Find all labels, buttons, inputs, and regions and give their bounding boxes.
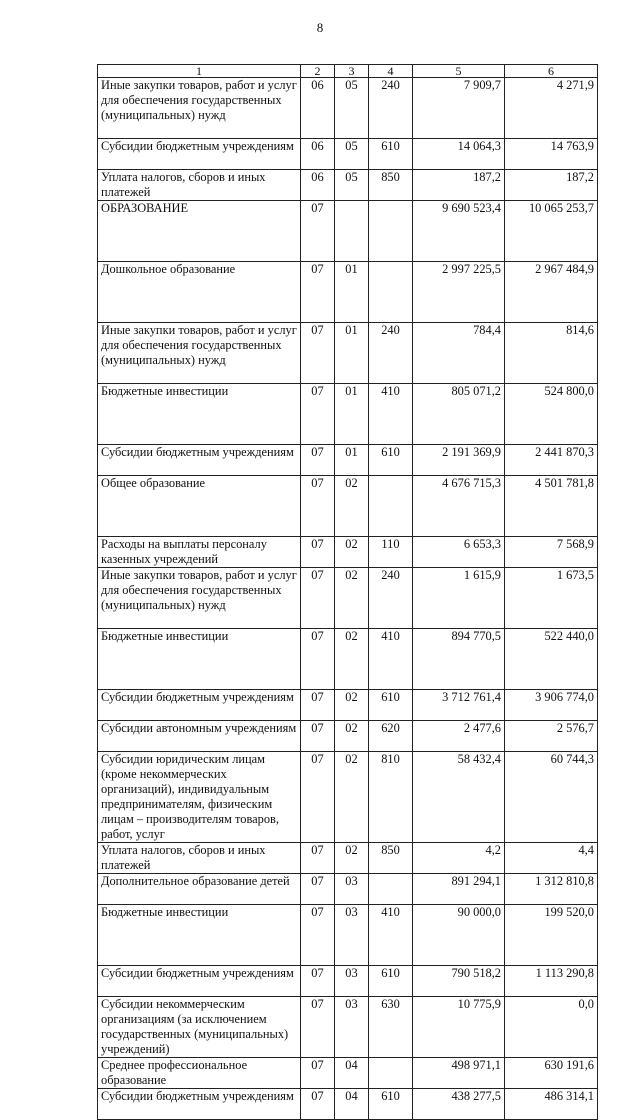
- cell-section: 07: [301, 1089, 335, 1120]
- cell-name: Субсидии бюджетным учреждениям: [98, 1089, 301, 1120]
- cell-section: 07: [301, 629, 335, 690]
- cell-amount-year-2: 14 763,9: [505, 139, 598, 170]
- cell-expense-type: 610: [369, 139, 413, 170]
- header-col-4: 4: [369, 65, 413, 78]
- table-row: [98, 690, 598, 721]
- cell-amount-year-2: 486 314,1: [505, 1089, 598, 1120]
- cell-expense-type: 850: [369, 170, 413, 201]
- cell-name: Субсидии юридическим лицам (кроме некоммерческих организаций), индивидуальным предпринимателям, физическим лицам – производителям товаров, работ, услуг: [98, 752, 301, 843]
- cell-expense-type: 240: [369, 78, 413, 139]
- cell-amount-year-2: 7 568,9: [505, 537, 598, 568]
- cell-amount-year-2: 2 441 870,3: [505, 445, 598, 476]
- cell-section: 07: [301, 966, 335, 997]
- table-row: [98, 139, 598, 170]
- cell-expense-type: 410: [369, 629, 413, 690]
- header-col-3: 3: [335, 65, 369, 78]
- cell-section: 07: [301, 752, 335, 843]
- table-row: [98, 997, 598, 1058]
- cell-subsection: 03: [335, 966, 369, 997]
- cell-expense-type: 630: [369, 997, 413, 1058]
- cell-amount-year-1: 90 000,0: [413, 905, 505, 966]
- cell-amount-year-1: 10 775,9: [413, 997, 505, 1058]
- cell-name: Бюджетные инвестиции: [98, 384, 301, 445]
- table-row: [98, 752, 598, 843]
- header-col-1: 1: [98, 65, 301, 78]
- cell-name: Иные закупки товаров, работ и услуг для обеспечения государственных (муниципальных) нужд: [98, 78, 301, 139]
- table-row: [98, 843, 598, 874]
- cell-subsection: 01: [335, 323, 369, 384]
- cell-name: Расходы на выплаты персоналу казенных учреждений: [98, 537, 301, 568]
- cell-amount-year-2: 524 800,0: [505, 384, 598, 445]
- cell-amount-year-2: 1 673,5: [505, 568, 598, 629]
- cell-amount-year-1: 2 191 369,9: [413, 445, 505, 476]
- cell-amount-year-1: 4,2: [413, 843, 505, 874]
- cell-expense-type: [369, 1058, 413, 1089]
- cell-amount-year-2: 0,0: [505, 997, 598, 1058]
- cell-expense-type: 240: [369, 323, 413, 384]
- cell-amount-year-2: 2 576,7: [505, 721, 598, 752]
- cell-amount-year-2: 187,2: [505, 170, 598, 201]
- header-col-2: 2: [301, 65, 335, 78]
- cell-section: 07: [301, 568, 335, 629]
- header-col-5: 5: [413, 65, 505, 78]
- cell-amount-year-2: 4,4: [505, 843, 598, 874]
- cell-subsection: 02: [335, 629, 369, 690]
- cell-section: 07: [301, 445, 335, 476]
- cell-name: Общее образование: [98, 476, 301, 537]
- cell-amount-year-2: 2 967 484,9: [505, 262, 598, 323]
- cell-section: 07: [301, 874, 335, 905]
- cell-subsection: 02: [335, 752, 369, 843]
- cell-subsection: 03: [335, 905, 369, 966]
- cell-expense-type: 110: [369, 537, 413, 568]
- cell-amount-year-2: 814,6: [505, 323, 598, 384]
- cell-section: 07: [301, 1058, 335, 1089]
- cell-name: Иные закупки товаров, работ и услуг для обеспечения государственных (муниципальных) нужд: [98, 323, 301, 384]
- cell-expense-type: [369, 262, 413, 323]
- cell-section: 07: [301, 690, 335, 721]
- cell-subsection: 02: [335, 690, 369, 721]
- cell-section: 07: [301, 537, 335, 568]
- cell-name: Иные закупки товаров, работ и услуг для обеспечения государственных (муниципальных) нужд: [98, 568, 301, 629]
- cell-expense-type: [369, 874, 413, 905]
- cell-section: 07: [301, 262, 335, 323]
- cell-subsection: 02: [335, 476, 369, 537]
- cell-name: Бюджетные инвестиции: [98, 629, 301, 690]
- cell-expense-type: 610: [369, 445, 413, 476]
- cell-subsection: 02: [335, 537, 369, 568]
- cell-amount-year-1: 187,2: [413, 170, 505, 201]
- cell-subsection: 04: [335, 1089, 369, 1120]
- cell-expense-type: 410: [369, 384, 413, 445]
- table-row: [98, 384, 598, 445]
- cell-subsection: 02: [335, 721, 369, 752]
- cell-amount-year-1: 784,4: [413, 323, 505, 384]
- cell-name: Дошкольное образование: [98, 262, 301, 323]
- cell-amount-year-2: 630 191,6: [505, 1058, 598, 1089]
- cell-name: Среднее профессиональное образование: [98, 1058, 301, 1089]
- budget-table: [97, 64, 598, 1120]
- cell-expense-type: 850: [369, 843, 413, 874]
- cell-amount-year-1: 9 690 523,4: [413, 201, 505, 262]
- cell-expense-type: 240: [369, 568, 413, 629]
- cell-amount-year-1: 6 653,3: [413, 537, 505, 568]
- cell-amount-year-2: 4 271,9: [505, 78, 598, 139]
- cell-subsection: 05: [335, 139, 369, 170]
- cell-section: 07: [301, 905, 335, 966]
- cell-section: 07: [301, 201, 335, 262]
- cell-section: 07: [301, 384, 335, 445]
- cell-amount-year-1: 438 277,5: [413, 1089, 505, 1120]
- cell-amount-year-1: 4 676 715,3: [413, 476, 505, 537]
- cell-expense-type: 620: [369, 721, 413, 752]
- cell-amount-year-1: 498 971,1: [413, 1058, 505, 1089]
- cell-section: 07: [301, 843, 335, 874]
- cell-subsection: 01: [335, 384, 369, 445]
- table-row: [98, 170, 598, 201]
- cell-subsection: 01: [335, 262, 369, 323]
- cell-expense-type: 610: [369, 690, 413, 721]
- cell-section: 07: [301, 476, 335, 537]
- table-row: [98, 721, 598, 752]
- table-row: [98, 905, 598, 966]
- cell-subsection: 03: [335, 997, 369, 1058]
- cell-subsection: 04: [335, 1058, 369, 1089]
- table-row: [98, 537, 598, 568]
- table-row: [98, 262, 598, 323]
- cell-section: 07: [301, 323, 335, 384]
- cell-name: Субсидии бюджетным учреждениям: [98, 966, 301, 997]
- cell-subsection: 02: [335, 568, 369, 629]
- cell-amount-year-2: 3 906 774,0: [505, 690, 598, 721]
- cell-expense-type: 610: [369, 966, 413, 997]
- table-row: [98, 568, 598, 629]
- cell-amount-year-1: 805 071,2: [413, 384, 505, 445]
- cell-name: Субсидии автономным учреждениям: [98, 721, 301, 752]
- cell-amount-year-1: 14 064,3: [413, 139, 505, 170]
- cell-amount-year-1: 58 432,4: [413, 752, 505, 843]
- cell-amount-year-1: 2 997 225,5: [413, 262, 505, 323]
- cell-name: Субсидии бюджетным учреждениям: [98, 445, 301, 476]
- cell-section: 06: [301, 78, 335, 139]
- cell-name: Субсидии некоммерческим организациям (за исключением государственных (муниципальных) учреждений): [98, 997, 301, 1058]
- cell-section: 07: [301, 997, 335, 1058]
- page-number: 8: [316, 20, 324, 35]
- cell-name: Дополнительное образование детей: [98, 874, 301, 905]
- cell-amount-year-2: 4 501 781,8: [505, 476, 598, 537]
- cell-amount-year-1: 1 615,9: [413, 568, 505, 629]
- table-row: [98, 201, 598, 262]
- cell-subsection: 05: [335, 170, 369, 201]
- cell-amount-year-2: 522 440,0: [505, 629, 598, 690]
- table-row: [98, 1089, 598, 1120]
- cell-subsection: [335, 201, 369, 262]
- cell-expense-type: 610: [369, 1089, 413, 1120]
- header-col-6: 6: [505, 65, 598, 78]
- cell-section: 06: [301, 139, 335, 170]
- cell-name: Уплата налогов, сборов и иных платежей: [98, 843, 301, 874]
- cell-expense-type: [369, 201, 413, 262]
- cell-expense-type: 410: [369, 905, 413, 966]
- table-row: [98, 445, 598, 476]
- cell-expense-type: [369, 476, 413, 537]
- cell-amount-year-1: 891 294,1: [413, 874, 505, 905]
- cell-amount-year-1: 894 770,5: [413, 629, 505, 690]
- cell-section: 06: [301, 170, 335, 201]
- cell-amount-year-2: 1 312 810,8: [505, 874, 598, 905]
- cell-amount-year-1: 7 909,7: [413, 78, 505, 139]
- cell-name: Бюджетные инвестиции: [98, 905, 301, 966]
- cell-name: Субсидии бюджетным учреждениям: [98, 139, 301, 170]
- cell-amount-year-2: 199 520,0: [505, 905, 598, 966]
- table-row: [98, 1058, 598, 1089]
- cell-expense-type: 810: [369, 752, 413, 843]
- cell-amount-year-2: 1 113 290,8: [505, 966, 598, 997]
- table-row: [98, 476, 598, 537]
- cell-amount-year-2: 60 744,3: [505, 752, 598, 843]
- table-row: [98, 78, 598, 139]
- cell-name: ОБРАЗОВАНИЕ: [98, 201, 301, 262]
- cell-section: 07: [301, 721, 335, 752]
- cell-amount-year-1: 2 477,6: [413, 721, 505, 752]
- cell-amount-year-1: 3 712 761,4: [413, 690, 505, 721]
- table-row: [98, 966, 598, 997]
- cell-subsection: 01: [335, 445, 369, 476]
- table-header-row: [98, 65, 598, 78]
- cell-subsection: 05: [335, 78, 369, 139]
- cell-amount-year-1: 790 518,2: [413, 966, 505, 997]
- cell-name: Уплата налогов, сборов и иных платежей: [98, 170, 301, 201]
- cell-name: Субсидии бюджетным учреждениям: [98, 690, 301, 721]
- cell-amount-year-2: 10 065 253,7: [505, 201, 598, 262]
- cell-subsection: 02: [335, 843, 369, 874]
- table-row: [98, 629, 598, 690]
- table-row: [98, 323, 598, 384]
- table-row: [98, 874, 598, 905]
- cell-subsection: 03: [335, 874, 369, 905]
